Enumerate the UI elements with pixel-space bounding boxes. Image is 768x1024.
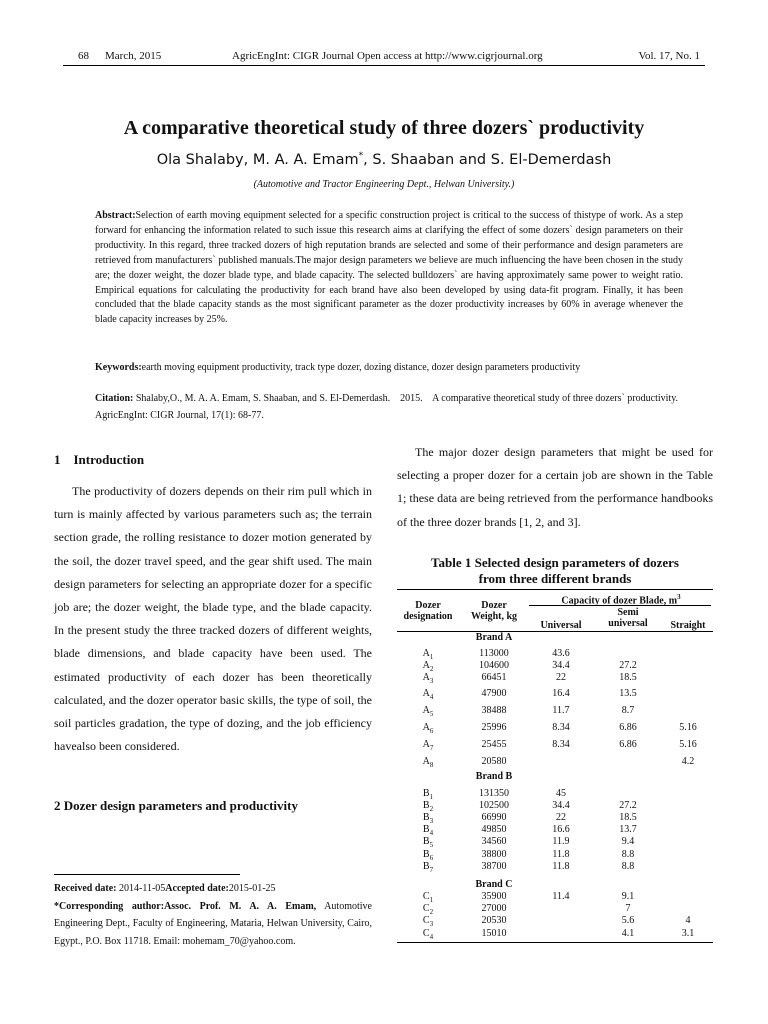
capacity-universal: 8.34 <box>552 722 570 733</box>
dozer-designation: $B_4$ <box>422 824 434 837</box>
capacity-semi-universal: 8.8 <box>621 849 635 860</box>
dozer-designation: $B_7$ <box>422 861 434 874</box>
dozer-weight: 35900 <box>481 891 507 902</box>
dozer-weight: 49850 <box>481 824 507 835</box>
dozer-weight: 25996 <box>481 722 507 733</box>
author-list: Ola Shalaby, M. A. A. Emam*, S. Shaaban and S. El-Demerdash <box>156 151 612 168</box>
table-caption: Table 1 Selected design parameters of dozers from three different brands <box>431 555 679 586</box>
page-number: 68 <box>78 50 89 62</box>
capacity-straight: 5.16 <box>679 722 697 733</box>
col-header-universal: Universal <box>540 620 582 631</box>
brand-label: Brand C <box>475 879 513 890</box>
dozer-weight: 104600 <box>479 660 509 671</box>
dozer-designation: $B_2$ <box>422 800 434 813</box>
capacity-semi-universal: 9.4 <box>621 836 635 847</box>
dozer-weight: 113000 <box>479 648 509 659</box>
capacity-universal: 11.8 <box>552 861 570 872</box>
capacity-universal: 16.4 <box>552 688 570 699</box>
dozer-weight: 47900 <box>481 688 507 699</box>
capacity-universal: 34.4 <box>552 660 570 671</box>
capacity-universal: 11.7 <box>552 705 570 716</box>
dozer-designation: $B_6$ <box>422 849 434 862</box>
section-heading-introduction: 1 Introduction <box>54 452 145 467</box>
capacity-universal: 11.9 <box>552 836 570 847</box>
table-top-rule <box>397 589 713 590</box>
dozer-designation: $B_1$ <box>422 788 434 801</box>
dozer-weight: 34560 <box>481 836 507 847</box>
footnote: Received date: 2014-11-05Accepted date:2015-01-25 *Corresponding author:Assoc. Prof. M. A. A. Emam, Automotive Engineering Dept., Faculty of Engineering, Mataria, Helwan University, Cairo, Egypt., P.O. Box 11718. Email: mohemam_70@yahoo.com. <box>54 883 372 947</box>
capacity-universal: 22 <box>556 672 566 683</box>
dozer-weight: 20580 <box>481 756 507 767</box>
capacity-semi-universal: 27.2 <box>619 800 637 811</box>
affiliation: (Automotive and Tractor Engineering Dept., Helwan University.) <box>253 179 515 190</box>
capacity-semi-universal: 4.1 <box>621 928 635 939</box>
dozer-weight: 27000 <box>481 903 507 914</box>
capacity-semi-universal: 8.8 <box>621 861 635 872</box>
capacity-semi-universal: 13.5 <box>619 688 637 699</box>
col-header-designation: Dozer designation <box>403 600 453 622</box>
issue-date: March, 2015 <box>105 50 162 62</box>
dozer-weight: 15010 <box>481 928 507 939</box>
dozer-designation: $C_3$ <box>422 915 434 928</box>
capacity-semi-universal: 13.7 <box>619 824 637 835</box>
table-header-rule <box>397 631 713 632</box>
dozer-designation: $B_5$ <box>422 836 434 849</box>
dozer-designation: $B_3$ <box>422 812 434 825</box>
col-header-straight: Straight <box>670 620 706 631</box>
capacity-straight: 4.2 <box>681 756 695 767</box>
capacity-semi-universal: 7 <box>625 903 631 914</box>
capacity-straight: 4 <box>685 915 691 926</box>
capacity-universal: 11.4 <box>552 891 570 902</box>
dozer-designation: $A_7$ <box>422 739 434 752</box>
capacity-semi-universal: 9.1 <box>621 891 635 902</box>
capacity-universal: 16.6 <box>552 824 570 835</box>
dozer-weight: 25455 <box>481 739 507 750</box>
dozer-designation: $A_3$ <box>422 672 434 685</box>
dozer-designation: $A_2$ <box>422 660 434 673</box>
dozer-weight: 38488 <box>481 705 507 716</box>
table-intro-text: The major dozer design parameters that might be used for selecting a proper dozer for a certain job are shown in the Table 1; these data are being retrieved from the performance handbooks of the three dozer brands [1, 2, and 3]. <box>397 445 713 529</box>
footnote-rule <box>54 874 240 875</box>
dozer-designation: $A_1$ <box>422 648 434 661</box>
dozer-designation: $A_6$ <box>422 722 434 735</box>
paper-title: A comparative theoretical study of three dozers` productivity <box>123 117 645 139</box>
dozer-weight: 131350 <box>479 788 509 799</box>
capacity-universal: 45 <box>556 788 566 799</box>
keywords: Keywords:earth moving equipment productivity, track type dozer, dozing distance, dozer design parameters productivity <box>95 362 581 373</box>
col-header-weight: Dozer Weight, kg <box>470 600 518 622</box>
introduction-text: The productivity of dozers depends on their rim pull which in turn is mainly affected by various parameters such as; the terrain section grade, the rolling resistance to dozer motion generated by the soil, the dozer travel speed, and the gear shift used. The main design parameters for selecting an appropriate dozer for a specific job are; the dozer weight, the blade type, and the blade capacity. In the present study the three tracked dozers of different weights, blade dimensions, and blade capacity have been used. The estimated productivity of each dozer has been theoretically calculated, and the dozer operator basic skills, the type of soil, the soil particles gradation, the type of dozing, and the job efficiency havealso been considered. <box>54 484 372 754</box>
dozer-designation: $A_5$ <box>422 705 434 718</box>
capacity-semi-universal: 6.86 <box>619 722 637 733</box>
abstract: Abstract:Selection of earth moving equipment selected for a specific construction project is critical to the success of thistype of work. As a step forward for enhancing the information related to such issue this research aims at clarifying the effect of some dozers` design parameters on their productivity. In this regard, three tracked dozers of high reputation brands are selected and some of their performance and design parameters are retrieved from manufacturers` published manuals.The major design parameters we believe are much influencing the have been chosen in the study are; the dozer weight, the dozer blade type, and blade capacity. The selected bulldozers` are having approximately same power to weight ratio. Empirical equations for calculating the productivity for each brand have also been developed by using data-fit program. Finally, it has been concluded that the blade capacity stands as the most significant parameter as the dozer productivity increases by 60% in average whenever the blade capacity increases by 25%. <box>95 210 683 326</box>
capacity-semi-universal: 18.5 <box>619 672 637 683</box>
capacity-universal: 11.8 <box>552 849 570 860</box>
journal-header: AgricEngInt: CIGR Journal Open access at http://www.cigrjournal.org <box>232 50 543 62</box>
dozer-designation: $A_4$ <box>422 688 434 701</box>
capacity-semi-universal: 27.2 <box>619 660 637 671</box>
dozer-designation: $C_4$ <box>422 928 434 941</box>
capacity-universal: 8.34 <box>552 739 570 750</box>
dozer-weight: 66990 <box>481 812 507 823</box>
capacity-semi-universal: 5.6 <box>621 915 635 926</box>
capacity-semi-universal: 8.7 <box>621 705 635 716</box>
capacity-semi-universal: 18.5 <box>619 812 637 823</box>
capacity-straight: 5.16 <box>679 739 697 750</box>
dozer-weight: 38700 <box>481 861 507 872</box>
capacity-universal: 34.4 <box>552 800 570 811</box>
volume-info: Vol. 17, No. 1 <box>638 50 700 62</box>
col-header-semi-universal: Semi universal <box>608 607 648 629</box>
dozer-designation: $A_8$ <box>422 756 434 769</box>
dozer-weight: 66451 <box>481 672 507 683</box>
citation: Citation: Shalaby,O., M. A. A. Emam, S. Shaaban, and S. El-Demerdash. 2015. A comparative theoretical study of three dozers` productivity. AgricEngInt: CIGR Journal, 17(1): 68-77. <box>95 393 688 421</box>
dozer-weight: 20530 <box>481 915 507 926</box>
dozer-designation: $C_2$ <box>422 903 434 916</box>
dozer-weight: 38800 <box>481 849 507 860</box>
col-header-capacity: Capacity of dozer Blade, $m^3$ <box>561 593 681 607</box>
header-rule <box>63 65 705 66</box>
capacity-universal: 22 <box>556 812 566 823</box>
brand-label: Brand B <box>475 771 513 782</box>
dozer-weight: 102500 <box>479 800 509 811</box>
dozer-designation: $C_1$ <box>422 891 434 904</box>
brand-label: Brand A <box>475 632 513 643</box>
capacity-semi-universal: 6.86 <box>619 739 637 750</box>
capacity-straight: 3.1 <box>681 928 695 939</box>
section-heading-design-parameters: 2 Dozer design parameters and productivity <box>54 798 298 813</box>
capacity-universal: 43.6 <box>552 648 570 659</box>
